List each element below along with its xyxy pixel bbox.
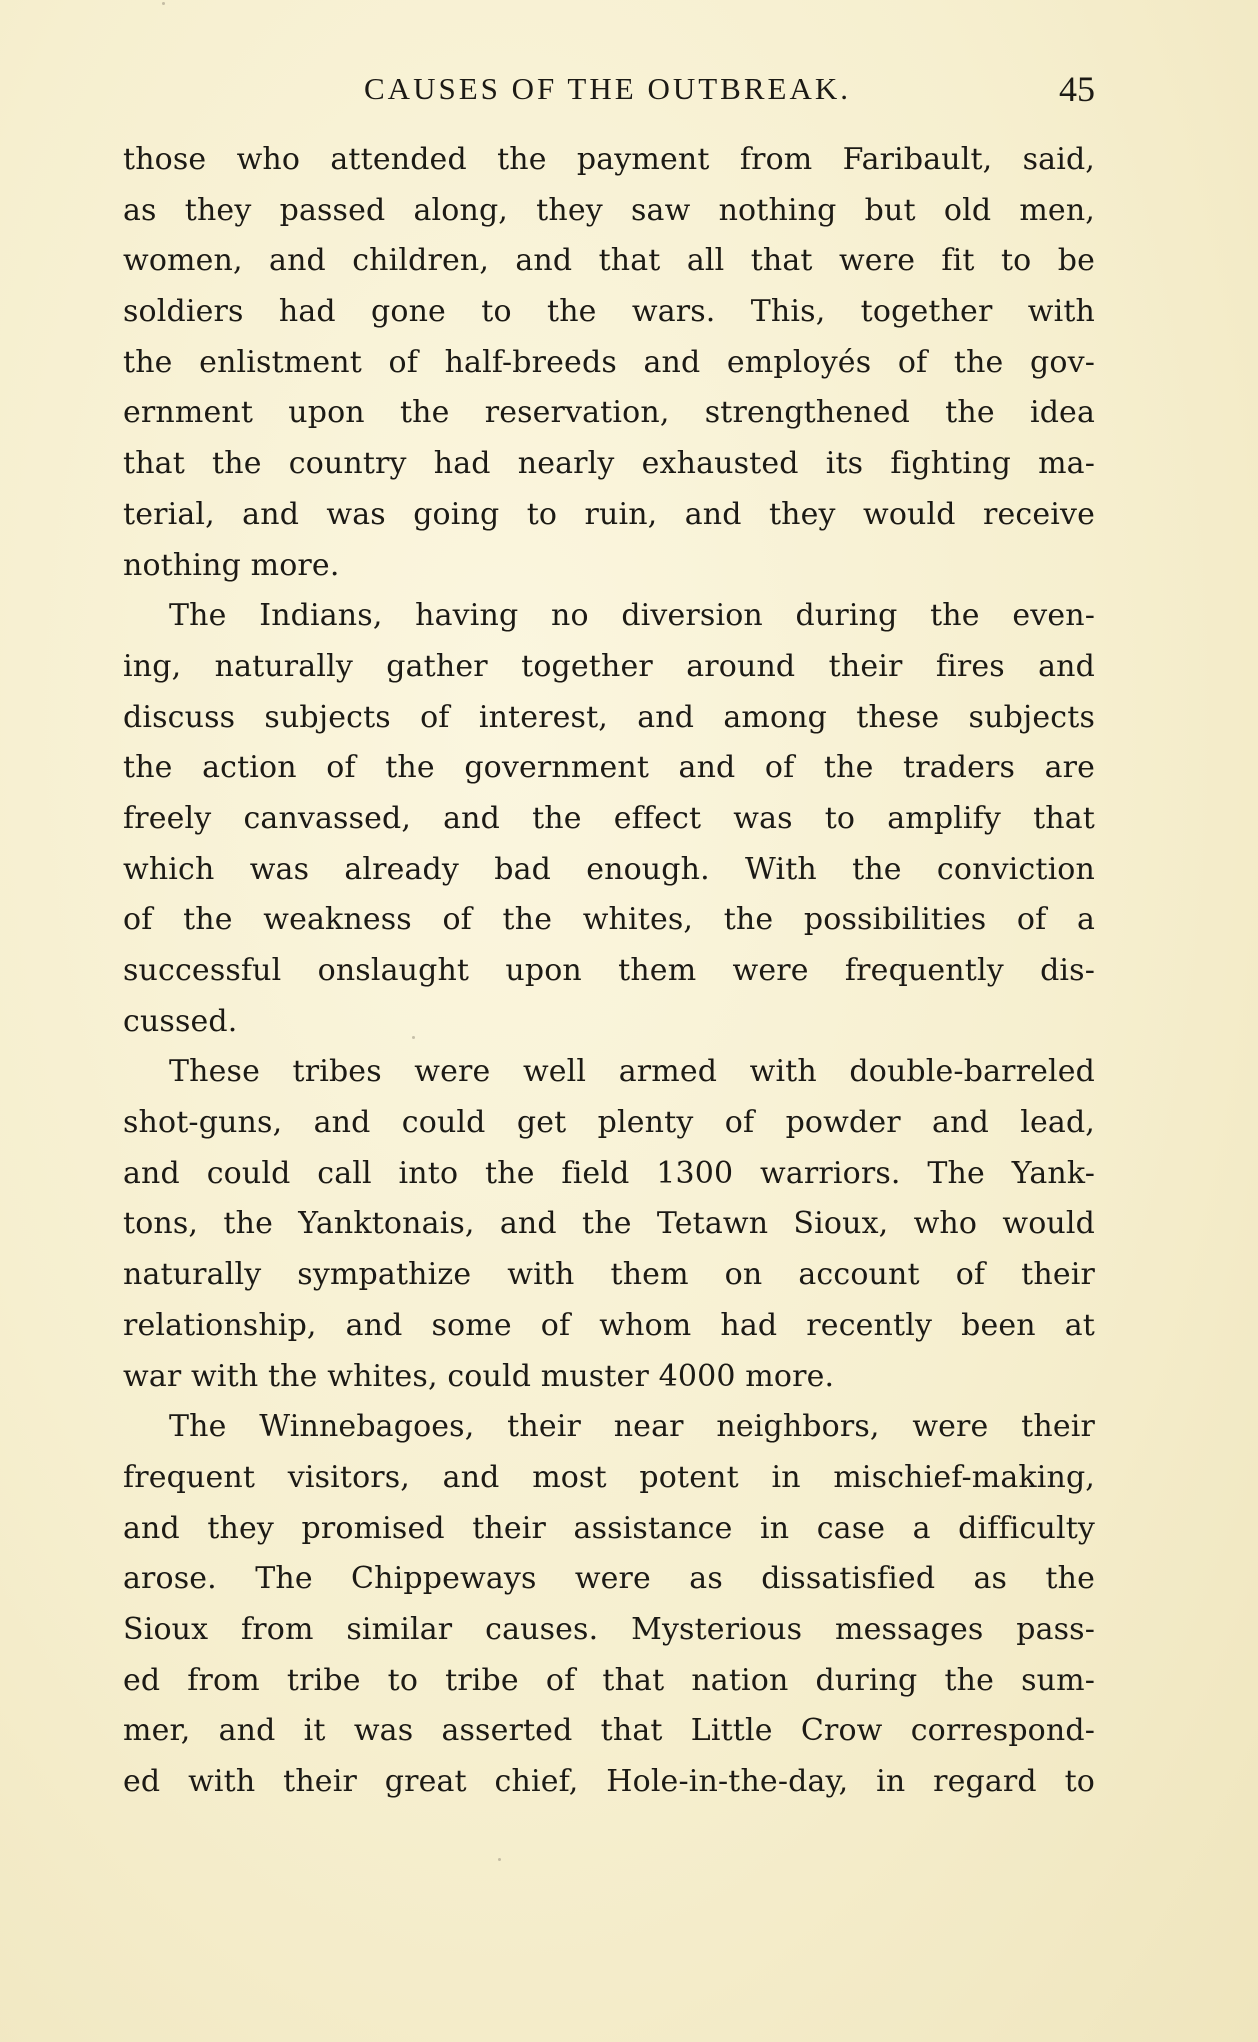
- text-line: tons, the Yanktonais, and the Tetawn Sioux, who would: [123, 1206, 1095, 1242]
- text-line: and could call into the field 1300 warriors. The Yank-: [123, 1155, 1095, 1191]
- text-line: as they passed along, they saw nothing but old men,: [123, 192, 1095, 228]
- page-number: 45: [1059, 69, 1095, 109]
- text-line: mer, and it was asserted that Little Crow correspond-: [123, 1713, 1095, 1749]
- text-line: ernment upon the reservation, strengthened the idea: [123, 395, 1095, 431]
- text-line: of the weakness of the whites, the possibilities of a: [123, 902, 1095, 938]
- text-line: and they promised their assistance in case a difficulty: [123, 1510, 1095, 1546]
- text-line: relationship, and some of whom had recently been at: [123, 1307, 1095, 1343]
- text-line: terial, and was going to ruin, and they would receive: [123, 496, 1095, 532]
- text-line: These tribes were well armed with double-barreled: [169, 1054, 1095, 1090]
- text-line: cussed.: [123, 1003, 238, 1039]
- text-line: war with the whites, could muster 4000 more.: [123, 1358, 835, 1394]
- text-line: The Winnebagoes, their near neighbors, were their: [169, 1409, 1095, 1445]
- text-line: the enlistment of half-breeds and employés of the gov-: [123, 344, 1095, 380]
- text-line: those who attended the payment from Faribault, said,: [123, 142, 1095, 177]
- text-line: naturally sympathize with them on account of their: [123, 1257, 1095, 1293]
- text-line: Sioux from similar causes. Mysterious messages pass-: [123, 1611, 1095, 1647]
- text-line: which was already bad enough. With the conviction: [123, 851, 1095, 887]
- paper-speck: [412, 1036, 415, 1039]
- text-line: frequent visitors, and most potent in mischief-making,: [123, 1459, 1095, 1495]
- text-line: arose. The Chippeways were as dissatisfied as the: [123, 1561, 1095, 1597]
- text-line: shot-guns, and could get plenty of powder and lead,: [123, 1105, 1095, 1141]
- text-line: soldiers had gone to the wars. This, together with: [123, 294, 1095, 330]
- running-head: [120, 64, 1095, 114]
- paper-speck: [162, 2, 165, 5]
- text-line: that the country had nearly exhausted its fighting ma-: [123, 446, 1095, 482]
- text-line: discuss subjects of interest, and among these subjects: [123, 699, 1095, 735]
- text-line: successful onslaught upon them were frequently dis-: [123, 953, 1095, 988]
- text-line: The Indians, having no diversion during the even-: [169, 598, 1095, 634]
- paper-speck: [498, 1858, 501, 1861]
- text-line: ed from tribe to tribe of that nation during the sum-: [123, 1662, 1095, 1698]
- text-line: ed with their great chief, Hole-in-the-day, in regard to: [123, 1764, 1095, 1799]
- body-text: [123, 135, 1095, 1808]
- running-title: CAUSES OF THE OUTBREAK.: [364, 71, 851, 106]
- text-line: nothing more.: [123, 547, 340, 583]
- text-line: women, and children, and that all that were fit to be: [123, 243, 1095, 279]
- text-line: the action of the government and of the traders are: [123, 750, 1095, 786]
- text-line: ing, naturally gather together around their fires and: [123, 648, 1095, 684]
- text-line: freely canvassed, and the effect was to amplify that: [123, 800, 1095, 836]
